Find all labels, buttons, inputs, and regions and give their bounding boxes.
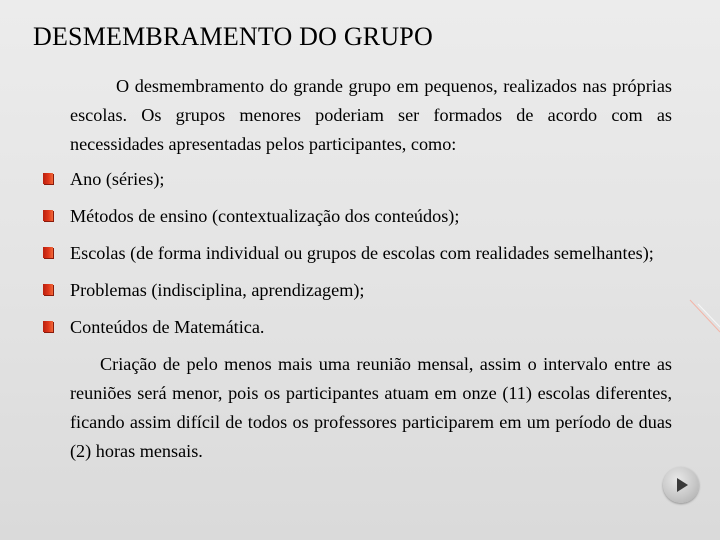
- bullet-list: [70, 165, 672, 342]
- bullet-text: Escolas (de forma individual ou grupos de escolas com realidades semelhantes);: [70, 243, 654, 263]
- bullet-text: Métodos de ensino (contextualização dos conteúdos);: [70, 206, 460, 226]
- bullet-item-conteudos: [70, 313, 672, 342]
- red-square-bullet-icon: [43, 284, 53, 295]
- slide-body: [70, 72, 672, 466]
- red-square-bullet-icon: [43, 210, 53, 221]
- bullet-item-problemas: [70, 276, 672, 305]
- red-square-bullet-icon: [43, 247, 53, 258]
- bullet-item-ano: [70, 165, 672, 194]
- play-arrow-icon: [663, 467, 699, 503]
- outro-paragraph: Criação de pelo menos mais uma reunião mensal, assim o intervalo entre as reuniões será menor, pois os participantes atuam em onze (11) escolas diferentes, ficando assim difícil de todos os professores participarem em um período de duas (2) horas mensais.: [70, 354, 672, 461]
- slide-title: DESMEMBRAMENTO DO GRUPO: [33, 22, 433, 51]
- bullet-text: Ano (séries);: [70, 169, 165, 189]
- bullet-text: Problemas (indisciplina, aprendizagem);: [70, 280, 365, 300]
- bullet-text: Conteúdos de Matemática.: [70, 317, 265, 337]
- next-slide-button[interactable]: [663, 467, 699, 503]
- bullet-item-metodos: [70, 202, 672, 231]
- red-square-bullet-icon: [43, 321, 53, 332]
- red-square-bullet-icon: [43, 173, 53, 184]
- bullet-item-escolas: [70, 239, 672, 268]
- intro-paragraph: O desmembramento do grande grupo em pequenos, realizados nas próprias escolas. Os grupos menores poderiam ser formados de acordo com as necessidades apresentadas pelos participantes, como:: [70, 76, 672, 154]
